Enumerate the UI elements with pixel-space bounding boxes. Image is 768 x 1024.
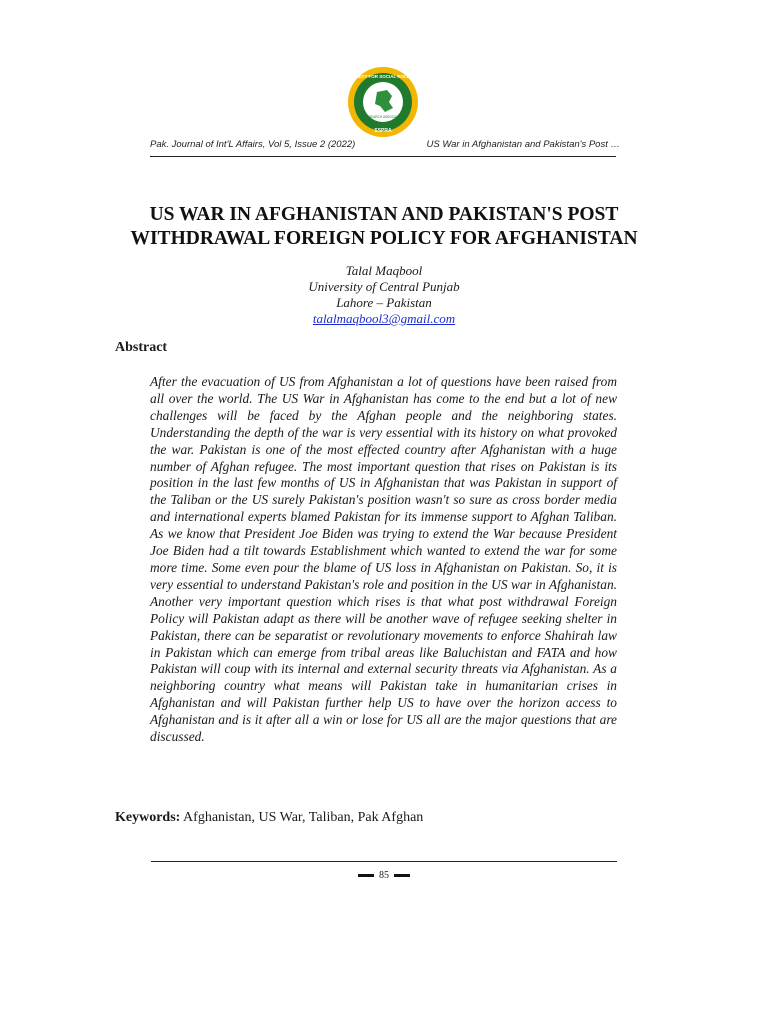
footer-rule bbox=[151, 861, 617, 862]
page-number-dash-right bbox=[394, 874, 410, 877]
author-email-link[interactable]: talalmaqbool3@gmail.com bbox=[312, 311, 456, 326]
journal-citation: Pak. Journal of Int'L Affairs, Vol 5, Issue 2 (2022) bbox=[150, 139, 356, 150]
title-line-1: US WAR IN AFGHANISTAN AND PAKISTAN'S POST bbox=[149, 204, 619, 225]
page-number-block bbox=[354, 870, 414, 881]
keywords-label: Keywords: bbox=[115, 810, 181, 825]
author-affiliation: University of Central Punjab bbox=[308, 279, 460, 294]
author-block bbox=[184, 263, 584, 327]
author-name: Talal Maqbool bbox=[345, 263, 423, 278]
abstract-text: After the evacuation of US from Afghanistan a lot of questions have been raised from all over the world. The US War in Afghanistan has come to the end but a lot of new challenges will be faced by the Afghan people and the neighboring states. Understanding the depth of the war is very essential with its history on what provoked the war. Pakistan is one of the most effected country after Afghanistan with a huge number of Afghan refugee. The most important question that rises on Pakistan is its position in the last few months of US in Afghanistan that was Pakistan in support of the Taliban or the US surely Pakistan's position wasn't so sure as cross border media and international experts blamed Pakistan for its immense support to Afghan Taliban. As we know that President Joe Biden was trying to extend the War because President Joe Biden had a tilt towards Establishment which wanted to extend the war for some more time. Some even pour the blame of US loss in Afghanistan on Pakistan. So, it is very essential to understand Pakistan's role and position in the US war in Afghanistan. Another very important question which rises is that what post withdrawal Foreign Policy will Pakistan adapt as there will be another wave of refugee seeking shelter in Pakistan, there can be separatist or revolutionary movements to enforce Shahirah law in Pakistan which can emerge from tribal areas like Baluchistan and FATA and how Pakistan will coup with its internal and external security threats via Afghanistan. As a neighboring country what means will Pakistan take in humanitarian crises in Afghanistan and will Pakistan further help US to have over the horizon access to Afghanistan and is it after all a win or lose for US all are the major questions that are discussed. bbox=[150, 374, 617, 745]
logo-ring-text-top: SOCIETY FOR SOCIAL POLICIES bbox=[347, 74, 419, 79]
header-rule bbox=[150, 156, 616, 157]
page-number-dash-left bbox=[358, 874, 374, 877]
paper-title bbox=[90, 203, 678, 251]
keywords-value: Afghanistan, US War, Taliban, Pak Afghan bbox=[180, 810, 424, 825]
running-short-title: US War in Afghanistan and Pakistan's Post … bbox=[426, 139, 620, 150]
title-line-2: WITHDRAWAL FOREIGN POLICY FOR AFGHANISTAN bbox=[130, 228, 638, 249]
running-header bbox=[150, 139, 620, 150]
society-logo bbox=[347, 66, 419, 138]
keywords-line bbox=[115, 810, 423, 826]
abstract-heading: Abstract bbox=[115, 340, 168, 355]
author-location: Lahore – Pakistan bbox=[336, 295, 432, 310]
logo-center-text: & RESEARCH ASSOCIATION bbox=[361, 115, 405, 119]
page-number: 85 bbox=[379, 870, 389, 881]
logo-ring-text-bottom: SSPRA bbox=[374, 128, 392, 134]
